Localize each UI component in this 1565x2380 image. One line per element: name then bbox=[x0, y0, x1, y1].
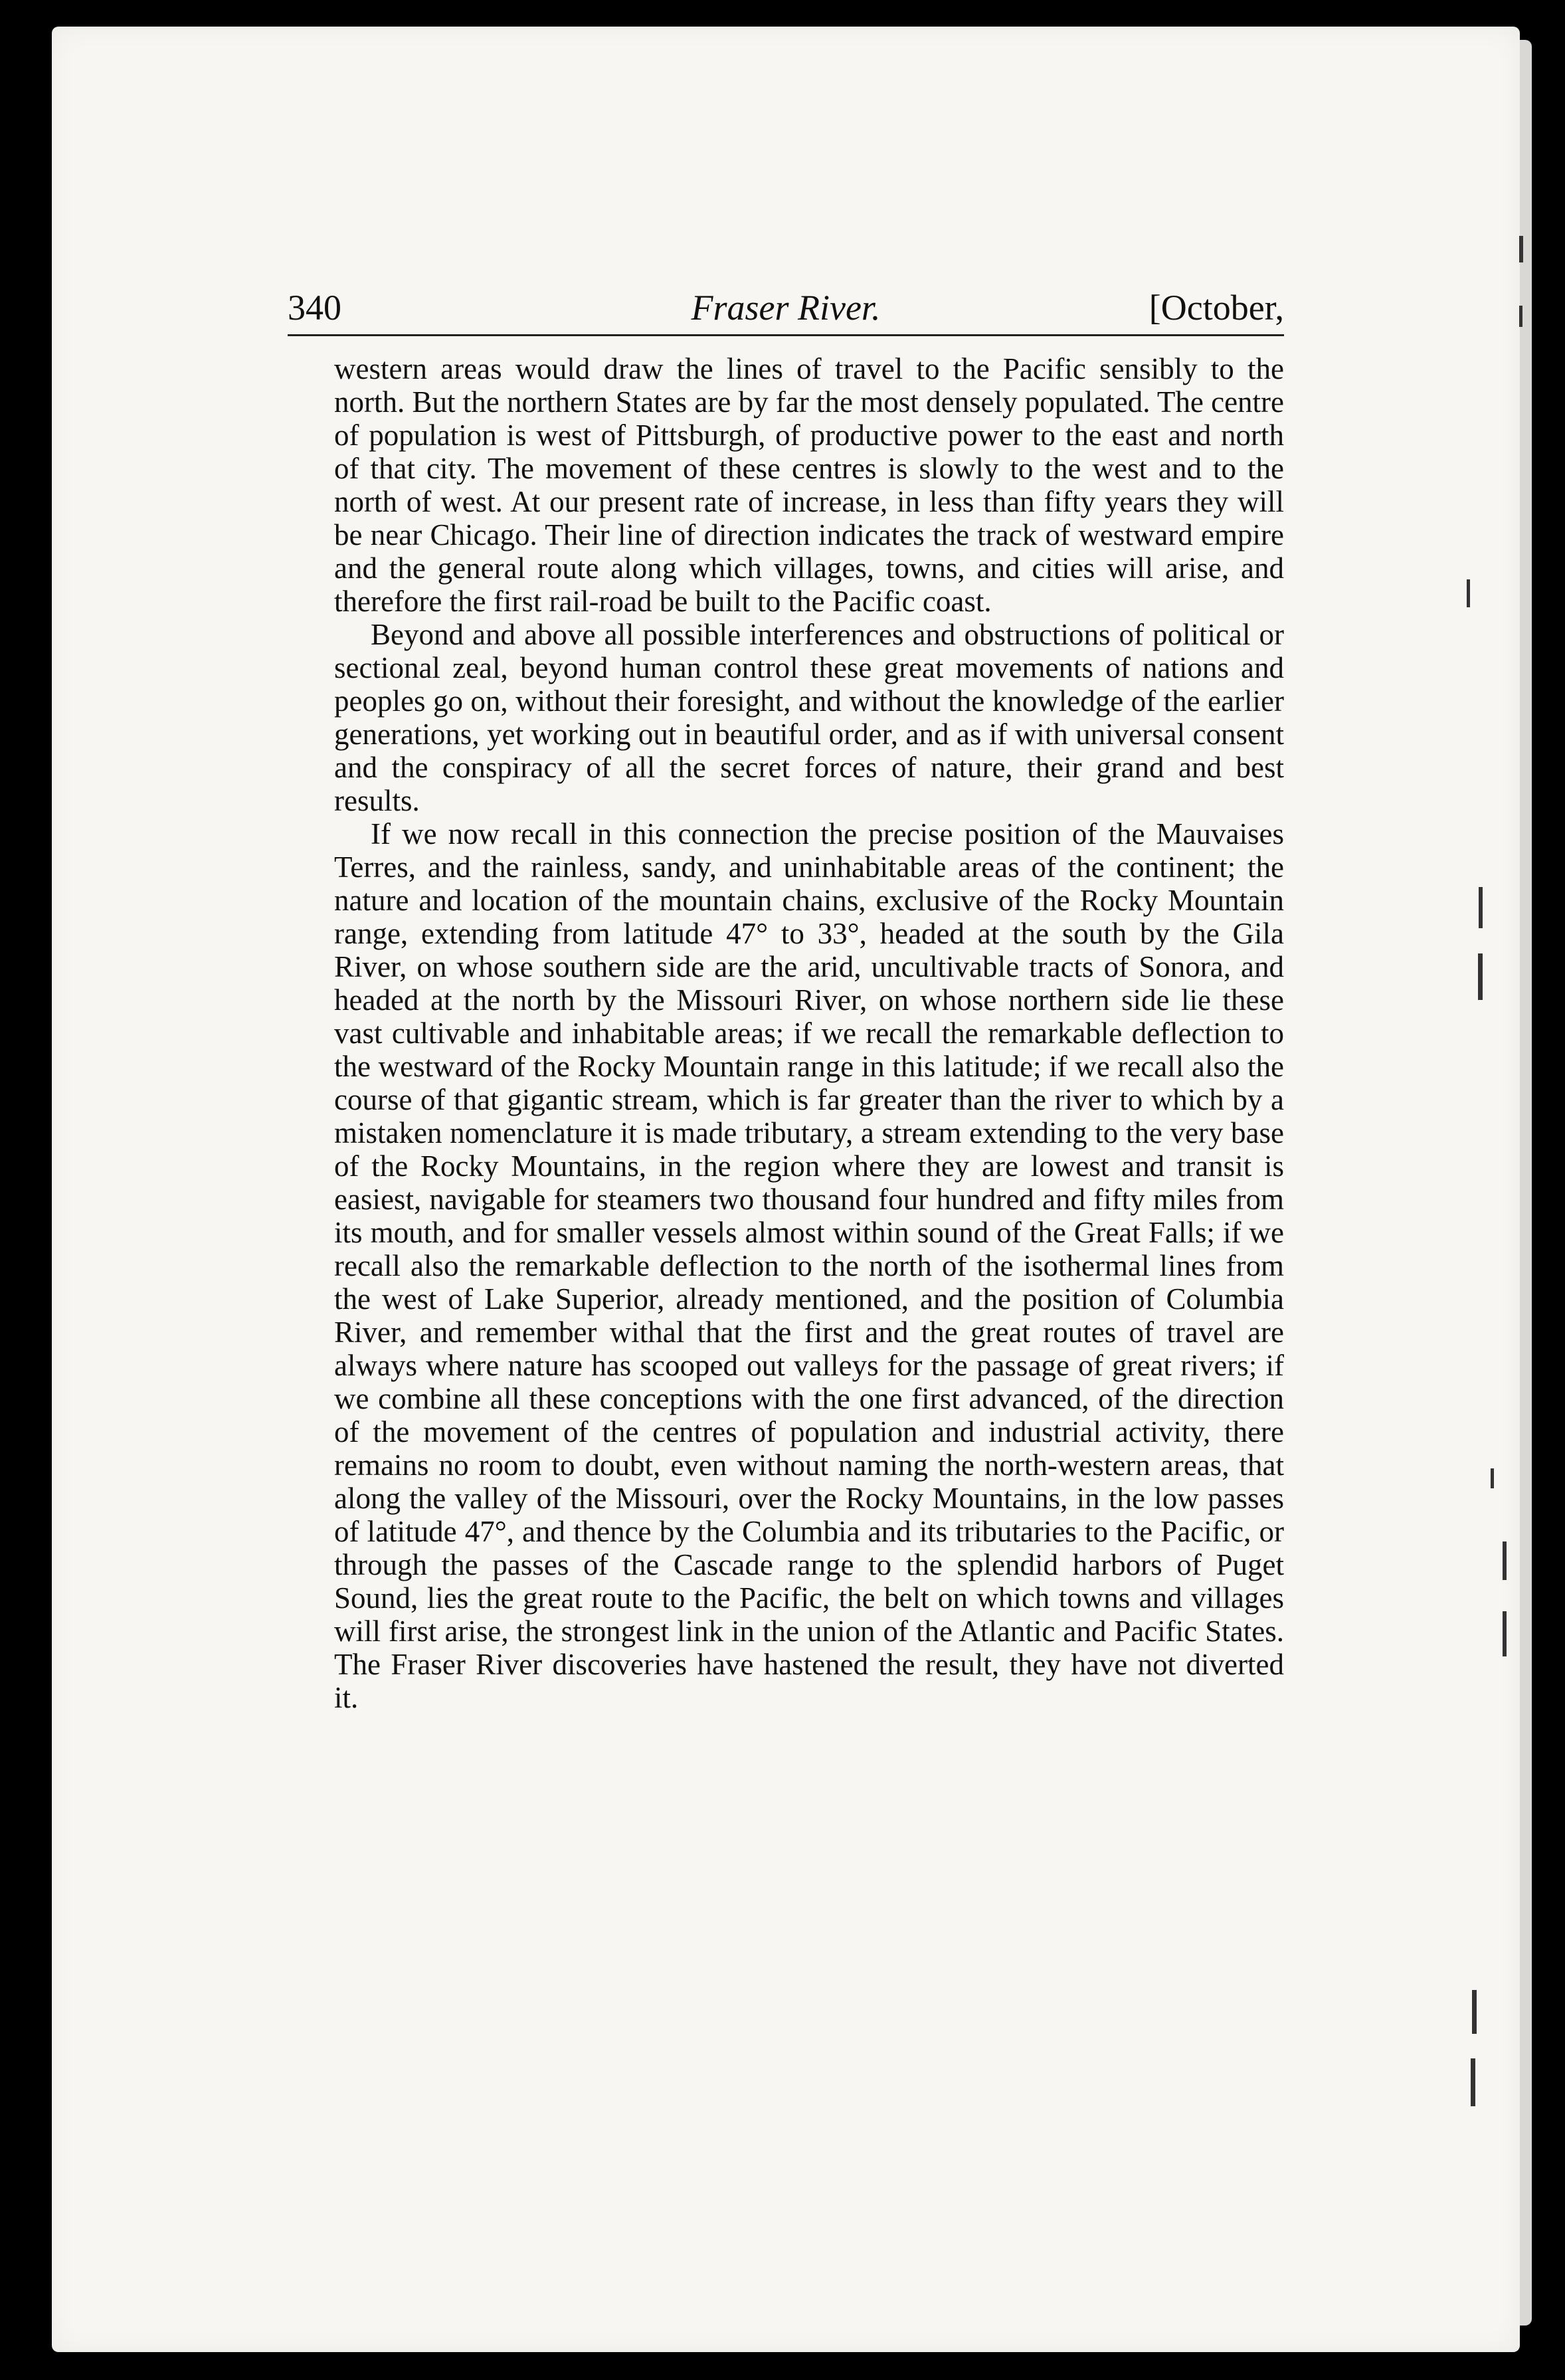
running-header bbox=[288, 278, 1284, 335]
margin-mark bbox=[1472, 1990, 1477, 2034]
running-title: Fraser River. bbox=[691, 288, 881, 328]
margin-mark bbox=[1503, 1611, 1507, 1656]
margin-mark bbox=[1471, 2058, 1475, 2106]
margin-mark bbox=[1491, 1468, 1494, 1488]
running-month: [October, bbox=[1149, 288, 1284, 328]
margin-mark bbox=[1503, 1541, 1507, 1580]
margin-mark bbox=[1519, 236, 1523, 262]
page-edge bbox=[1520, 40, 1532, 2326]
margin-mark bbox=[1467, 579, 1470, 607]
paragraph-1: western areas would draw the lines of travel to the Pacific sensibly to the north. But the northern States are by far the most densely populated. The centre of population is west of Pittsburgh, of productive power to the east and north of that city. The movement of these centres is slowly to the west and to the north of west. At our present rate of increase, in less than fifty years they will be near Chicago. Their line of direction indicates the track of westward empire and the general route along which villages, towns, and cities will arise, and therefore the first rail-road be built to the Pacific coast. bbox=[334, 352, 1285, 618]
margin-mark bbox=[1519, 306, 1522, 327]
paragraph-2: Beyond and above all possible interferences and obstructions of political or sectional zeal, beyond human control these great movements of nations and peoples go on, without their foresight, and without the knowledge of the earlier generations, yet working out in beautiful order, and as if with universal consent and the conspiracy of all the secret forces of nature, their grand and best results. bbox=[334, 618, 1284, 817]
paragraph-3: If we now recall in this connection the precise position of the Mauvaises Terres, and the rainless, sandy, and uninhabitable areas of the continent; the nature and location of the mountain chains, exclusive of the Rocky Mountain range, extending from latitude 47° to 33°, headed at the south by the Gila River, on whose southern side are the arid, uncultivable tracts of Sonora, and headed at the north by the Missouri River, on whose northern side lie these vast cultivable and inhabitable areas; if we recall the remarkable deflection to the westward of the Rocky Mountain range in this latitude; if we recall also the course of that gigantic stream, which is far greater than the river to which by a mistaken nomenclature it is made tributary, a stream extending to the very base of the Rocky Mountains, in the region where they are lowest and transit is easiest, navigable for steamers two thousand four hundred and fifty miles from its mouth, and for smaller vessels almost within sound of the Great Falls; if we recall also the remarkable deflection to the north of the isothermal lines from the west of Lake Superior, already mentioned, and the position of Columbia River, and remember withal that the first and the great routes of travel are always where nature has scooped out valleys for the passage of great rivers; if we combine all these conceptions with the one first advanced, of the direction of the movement of the centres of population and industrial activity, there remains no room to doubt, even without naming the north-western areas, that along the valley of the Missouri, over the Rocky Mountains, in the low passes of latitude 47°, and thence by the Columbia and its tributaries to the Pacific, or through the passes of the Cascade range to the splendid harbors of Puget Sound, lies the great route to the Pacific, the belt on which towns and villages will first arise, the strongest link in the union of the Atlantic and Pacific States. The Fraser River discoveries have hastened the result, they have not diverted it. bbox=[334, 817, 1284, 1714]
body-text bbox=[334, 352, 1284, 1714]
header-rule bbox=[288, 334, 1284, 336]
margin-mark bbox=[1478, 953, 1483, 1000]
margin-mark bbox=[1479, 887, 1483, 928]
page-number: 340 bbox=[288, 288, 341, 328]
